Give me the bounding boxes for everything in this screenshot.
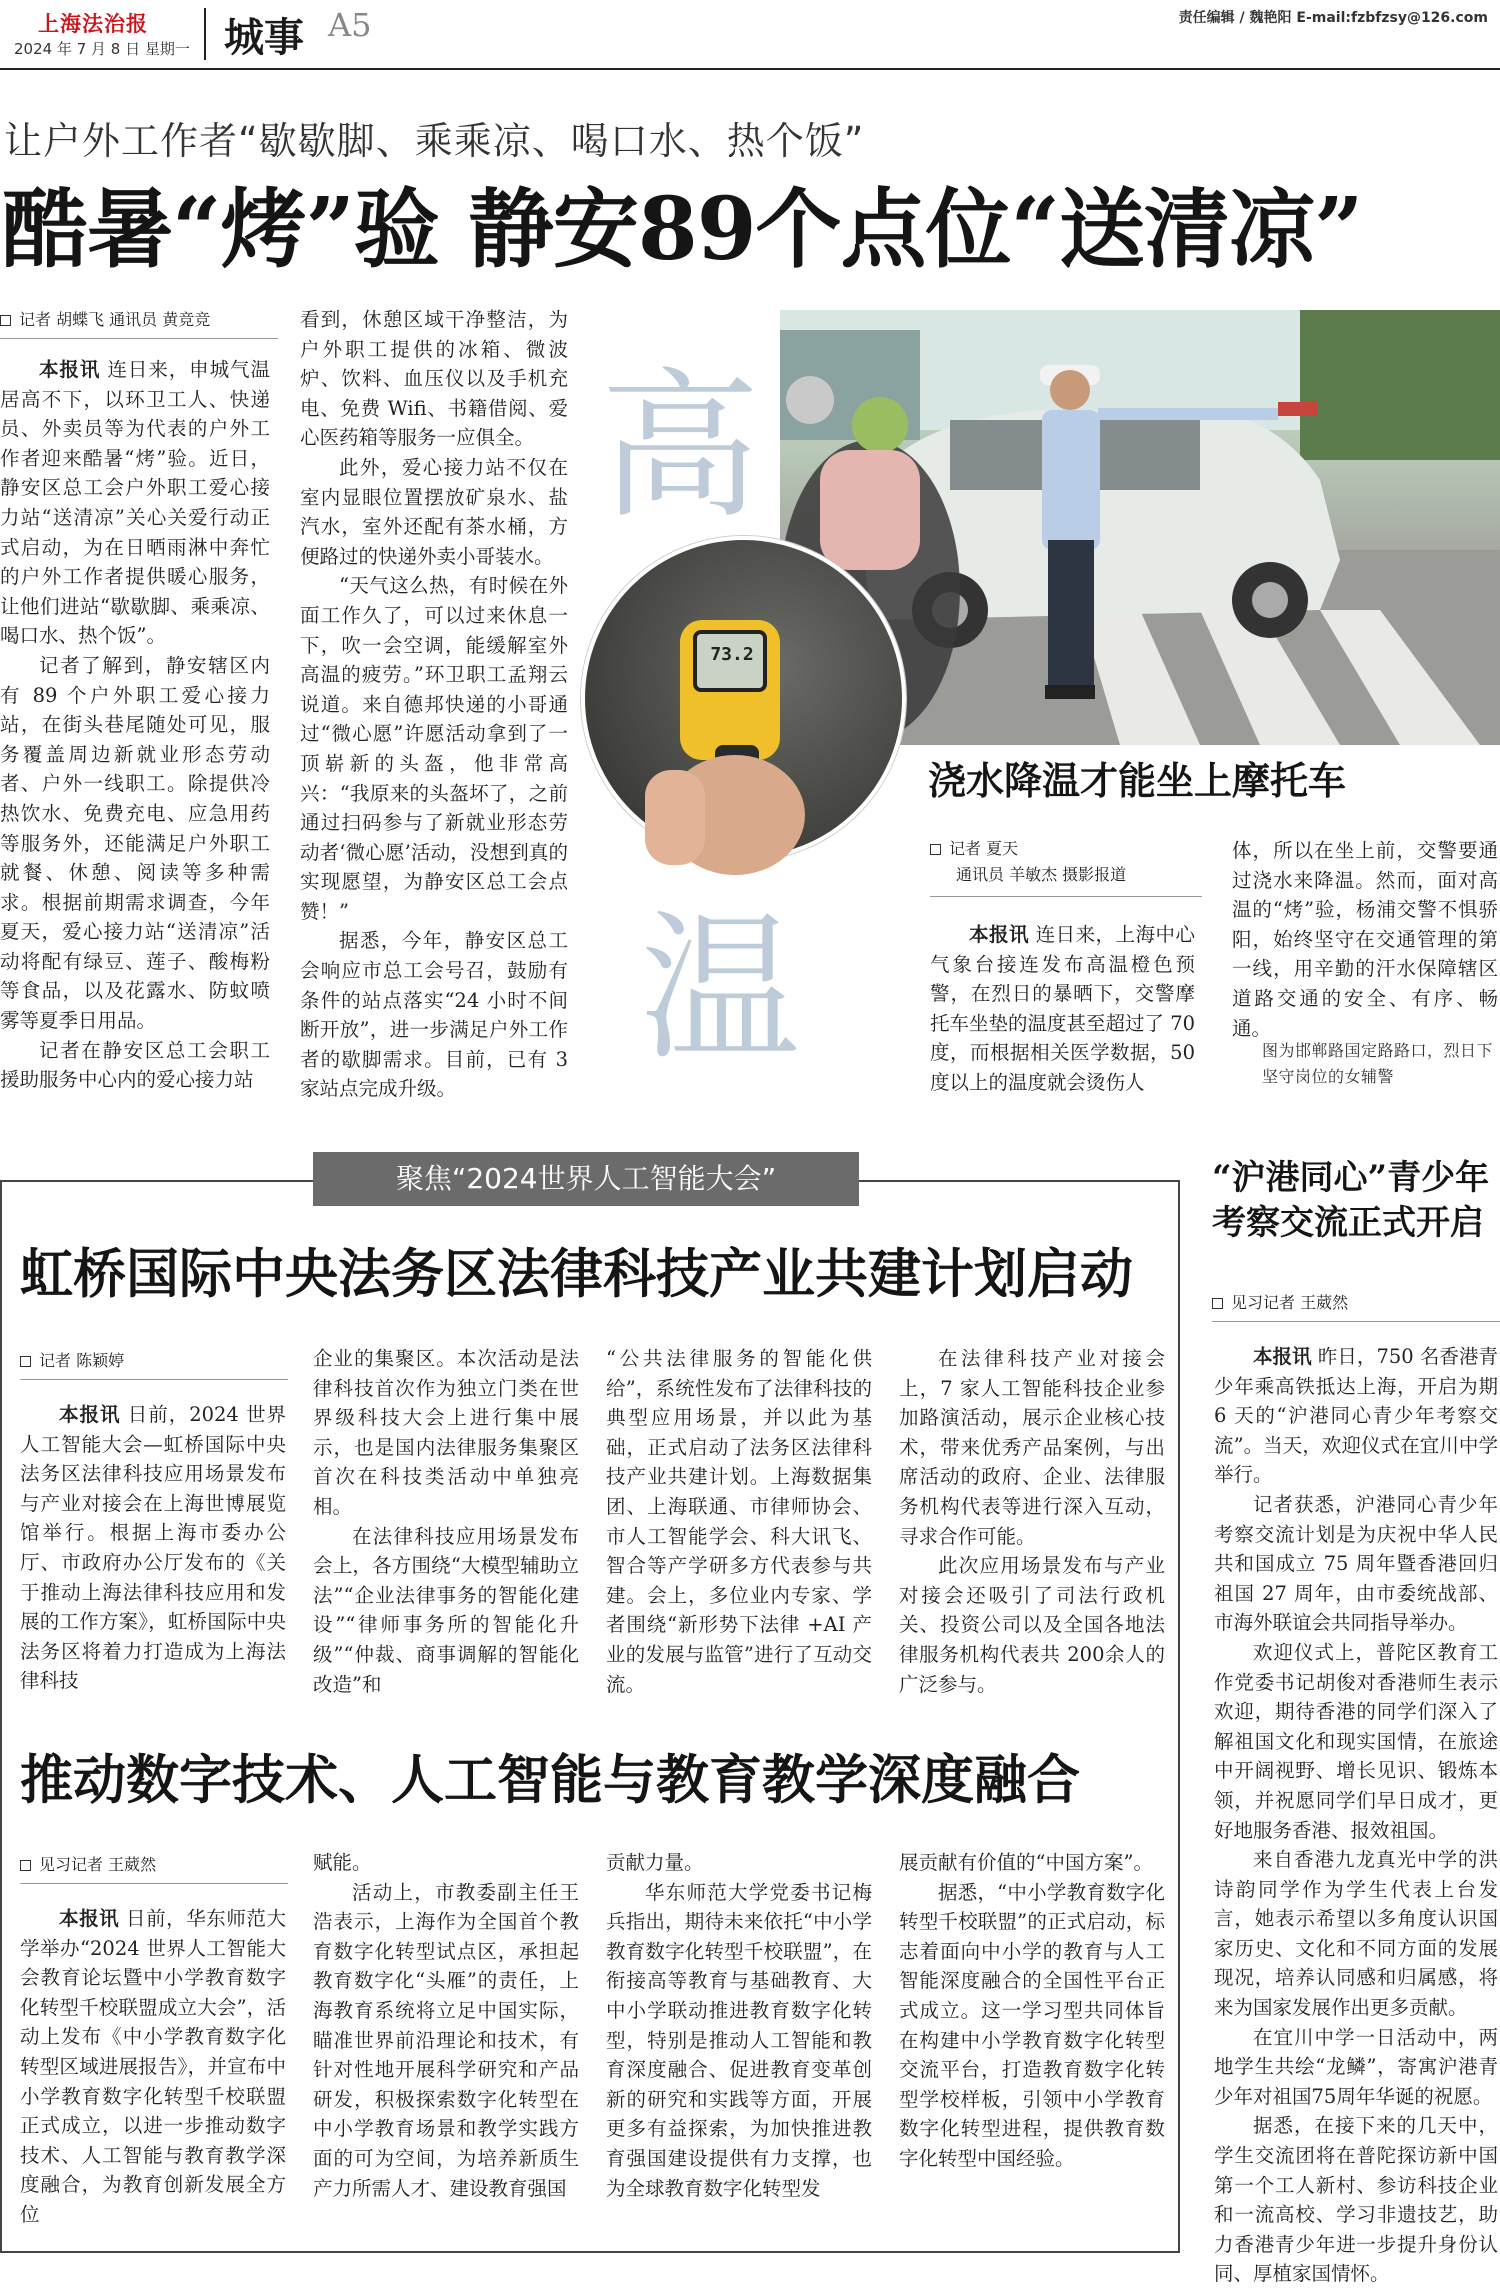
story4-column-4: [899, 1848, 1165, 2174]
thermometer-photo: [581, 536, 906, 861]
masthead-divider: [204, 8, 206, 60]
paragraph: 华东师范大学党委书记梅兵指出，期待未来依托“中小学教育数字化转型千校联盟”，在衔接高等教育与基础教育、大中小学联动推进教育数字化转型，特别是推动人工智能和教育深度融合、促进教育变革创新的研究和实践等方面，开展更多有益探索，为加快推进教育强国建设提供有力支撑，也为全球教育数字化转型发: [606, 1880, 872, 2200]
paragraph: 本报讯 日前，华东师范大学举办“2024 世界人工智能大会教育论坛暨中小学教育数字化转型千校联盟成立大会”，活动上发布《中小学教育数字化转型区域进展报告》，并宣布中小学教育数字化转型千校联盟正式成立，以进一步推动数字技术、人工智能与教育教学深度融合，为教育创新发展全方位: [20, 1907, 286, 2226]
paragraph: 据悉，今年，静安区总工会响应市总工会号召，鼓励有条件的站点落实“24 小时不间断开放”，进一步满足户外工作者的歇脚需求。目前，已有 3家站点完成升级。: [300, 929, 568, 1101]
paragraph: 记者获悉，沪港同心青少年考察交流计划是为庆祝中华人民共和国成立 75 周年暨香港回归祖国 27 周年，由市委统战部、市海外联谊会共同指导举办。: [1214, 1492, 1498, 1635]
paragraph: 欢迎仪式上，普陀区教育工作党委书记胡俊对香港师生表示欢迎，期待香港的同学们深入了解祖国文化和现实国情，在旅途中开阔视野、增长见识、锻炼本领，并祝愿同学们早日成才，更好地服务香港、报效祖国。: [1214, 1640, 1498, 1842]
paragraph: 记者了解到，静安辖区内有 89 个户外职工爱心接力站，在街头巷尾随处可见，服务覆盖周边新就业形态劳动者、户外一线职工。除提供冷热饮水、免费充电、应急用药等服务外，还能满足户外职工就餐、休憩、阅读等多种需求。根据前期需求调查，今年夏天，爱心接力站“送清凉”活动将配有绿豆、莲子、酸梅粉等食品，以及花露水、防蚊喷雾等夏季日用品。: [0, 653, 270, 1033]
paragraph: 企业的集聚区。本次活动是法律科技首次作为独立门类在世界级科技大会上进行集中展示，也是国内法律服务集聚区首次在科技类活动中单独亮相。: [313, 1347, 579, 1518]
story5-headline-line1: “沪港同心”青少年: [1212, 1158, 1490, 1198]
paragraph: 本报讯 连日来，上海中心气象台接连发布高温橙色预警，在烈日的暴晒下，交警摩托车坐垫的温度甚至超过了 70度，而根据相关医学数据，50 度以上的温度就会烫伤人: [930, 923, 1196, 1094]
issue-date: 2024 年 7 月 8 日 星期一: [14, 40, 190, 58]
section-name: 城事: [224, 14, 304, 61]
story3-headline: 虹桥国际中央法务区法律科技产业共建计划启动: [20, 1243, 1133, 1305]
paragraph: 看到，休憩区域干净整洁，为户外职工提供的冰箱、微波炉、饮料、血压仪以及手机充电、免费 Wifi、书籍借阅、爱心医药箱等服务一应俱全。: [300, 308, 568, 450]
paragraph: 据悉，“中小学教育数字化转型千校联盟”的正式启动，标志着面向中小学的教育与人工智能深度融合的全国性平台正式成立。这一学习型共同体旨在构建中小学教育数字化转型交流平台，打造教育数字化转型学校样板，引领中小学教育数字化转型进程，提供教育数字化转型中国经验。: [899, 1880, 1165, 2170]
newspaper-logo: 上海法治报: [38, 11, 148, 36]
story2-column-1: [930, 920, 1195, 1098]
paragraph: 此次应用场景发布与产业对接会还吸引了司法行政机关、投资公司以及全国各地法律服务机构代表共 200余人的广泛参与。: [899, 1554, 1165, 1696]
story2-headline: 浇水降温才能坐上摩托车: [928, 758, 1347, 803]
paragraph: “天气这么热，有时候在外面工作久了，可以过来休息一下，吹一会空调，能缓解室外高温的疲劳。”环卫职工孟翔云说道。来自德邦快递的小哥通过“微心愿”许愿活动拿到了一顶崭新的头盔，他非常高兴：“我原来的头盔坏了，之前通过扫码参与了新就业形态劳动者‘微心愿’活动，没想到真的实现愿望，为静安区总工会点赞！”: [300, 574, 568, 923]
story3-column-2: [313, 1344, 579, 1699]
masthead-rule: [0, 68, 1500, 70]
paragraph: 本报讯 昨日，750 名香港青少年乘高铁抵达上海，开启为期 6 天的“沪港同心青少年考察交流”。当天，欢迎仪式在宜川中学举行。: [1214, 1345, 1498, 1487]
paragraph: 据悉，在接下来的几天中，学生交流团将在普陀探访新中国第一个工人新村、参访科技企业和一流高校、学习非遗技艺，助力香港青少年进一步提升身份认同、厚植家国情怀。: [1214, 2114, 1498, 2286]
byline-square-icon: [930, 844, 941, 855]
paragraph: 本报讯 日前，2024 世界人工智能大会—虹桥国际中央法务区法律科技应用场景发布与产业对接会在上海世博展览馆举行。根据上海市委办公厅、市政府办公厅发布的《关于推动上海法律科技应用和发展的工作方案》，虹桥国际中央法务区将着力打造成为上海法律科技: [20, 1403, 287, 1693]
story4-column-3: [606, 1848, 872, 2203]
story2-column-2: [1232, 836, 1498, 1043]
story2-byline: 记者 夏天 通讯员 羊敏杰 摄影报道: [930, 836, 1202, 897]
editor-credit: 责任编辑 / 魏艳阳 E-mail:fzbfzsy@126.com: [1178, 10, 1488, 26]
story1-headline: 酷暑“烤”验 静安89个点位“送清凉”: [2, 179, 1363, 280]
byline-square-icon: [0, 315, 11, 326]
deco-char-wen: 温: [640, 895, 801, 1082]
paragraph: 体，所以在坐上前，交警要通过浇水来降温。然而，面对高温的“烤”验，杨浦交警不惧骄阳，始终坚守在交通管理的第一线，用辛勤的汗水保障辖区道路交通的安全、有序、畅通。: [1232, 839, 1498, 1040]
story1-kicker: 让户外工作者“歇歇脚、乘乘凉、喝口水、热个饭”: [4, 119, 865, 163]
byline-square-icon: [20, 1860, 31, 1871]
byline-square-icon: [20, 1356, 31, 1367]
page-number: A5: [328, 6, 372, 44]
paragraph: 来自香港九龙真光中学的洪诗韵同学作为学生代表上台发言，她表示希望以多角度认识国家历史、文化和不同方面的发展现况，培养认同感和归属感，将来为国家发展作出更多贡献。: [1214, 1848, 1498, 2020]
story5-headline-line2: 考察交流正式开启: [1212, 1203, 1484, 1243]
photo-caption: 图为邯郸路国定路路口，烈日下坚守岗位的女辅警: [1262, 1041, 1494, 1086]
story4-byline: 见习记者 王葳然: [20, 1852, 288, 1884]
story4-column-2: [313, 1848, 579, 2203]
story5-byline: 见习记者 王葳然: [1212, 1290, 1500, 1322]
thermometer-gun-icon: [585, 540, 910, 865]
story4-headline: 推动数字技术、人工智能与教育教学深度融合: [20, 1749, 1080, 1811]
story1-byline: 记者 胡蝶飞 通讯员 黄竞竞: [0, 307, 278, 339]
paragraph: 此外，爱心接力站不仅在室内显眼位置摆放矿泉水、盐汽水，室外还配有茶水桶，方便路过的快递外卖小哥装水。: [300, 455, 568, 568]
paragraph: 赋能。: [313, 1851, 372, 1874]
paragraph: 记者在静安区总工会职工援助服务中心内的爱心接力站: [0, 1038, 270, 1092]
story3-column-1: [20, 1400, 286, 1696]
paragraph: 活动上，市教委副主任王浩表示，上海作为全国首个教育数字化转型试点区，承担起教育数字化“头雁”的责任，上海教育系统将立足中国实际，瞄准世界前沿理论和技术，有针对性地开展科学研究和产品研发，积极探索数字化转型在中小学教育场景和教学实践方面的可为空间，为培养新质生产力所需人才、建设教育强国: [313, 1880, 579, 2200]
paragraph: 本报讯 连日来，申城气温居高不下，以环卫工人、快递员、外卖员等为代表的户外工作者迎来酷暑“烤”验。近日，静安区总工会户外职工爱心接力站“送清凉”关心关爱行动正式启动，为在日晒雨淋中奔忙的户外工作者提供暖心服务，让他们进站“歇歇脚、乘乘凉、喝口水、热个饭”。: [0, 358, 270, 648]
paragraph: 贡献力量。: [606, 1851, 704, 1874]
thermometer-reading: 73.2: [710, 644, 754, 665]
story3-byline: 记者 陈颖婷: [20, 1348, 288, 1380]
story4-column-1: [20, 1904, 286, 2230]
paragraph: 在法律科技应用场景发布会上，各方围绕“大模型辅助立法”“企业法律事务的智能化建设”“律师事务所的智能化升级”“仲裁、商事调解的智能化改造”和: [313, 1524, 579, 1696]
story3-column-3: [606, 1344, 872, 1699]
deco-char-gao: 高: [600, 353, 761, 540]
story5-column: [1214, 1342, 1498, 2289]
byline-square-icon: [1212, 1298, 1223, 1309]
paragraph: “公共法律服务的智能化供给”，系统性发布了法律科技的典型应用场景，并以此为基础，正式启动了法务区法律科技产业共建计划。上海数据集团、上海联通、市律师协会、市人工智能学会、科大讯飞、智合等产学研多方代表参与共建。会上，多位业内专家、学者围绕“新形势下法律 +AI 产业的发展与监管”进行了互动交流。: [606, 1347, 872, 1696]
paragraph: 展贡献有价值的“中国方案”。: [899, 1851, 1153, 1874]
masthead: [0, 0, 1500, 70]
story1-column-2: [300, 305, 568, 1104]
ai-focus-banner: 聚焦“2024世界人工智能大会”: [313, 1152, 859, 1206]
story1-column-1: [0, 355, 270, 1095]
story3-column-4: [899, 1344, 1165, 1699]
paragraph: 在宜川中学一日活动中，两地学生共绘“龙鳞”，寄寓沪港青少年对祖国75周年华诞的祝愿。: [1214, 2025, 1498, 2108]
paragraph: 在法律科技产业对接会上，7 家人工智能科技企业参加路演活动，展示企业核心技术，带来优秀产品案例，与出席活动的政府、企业、法律服务机构代表等进行深入互动，寻求合作可能。: [899, 1347, 1165, 1548]
